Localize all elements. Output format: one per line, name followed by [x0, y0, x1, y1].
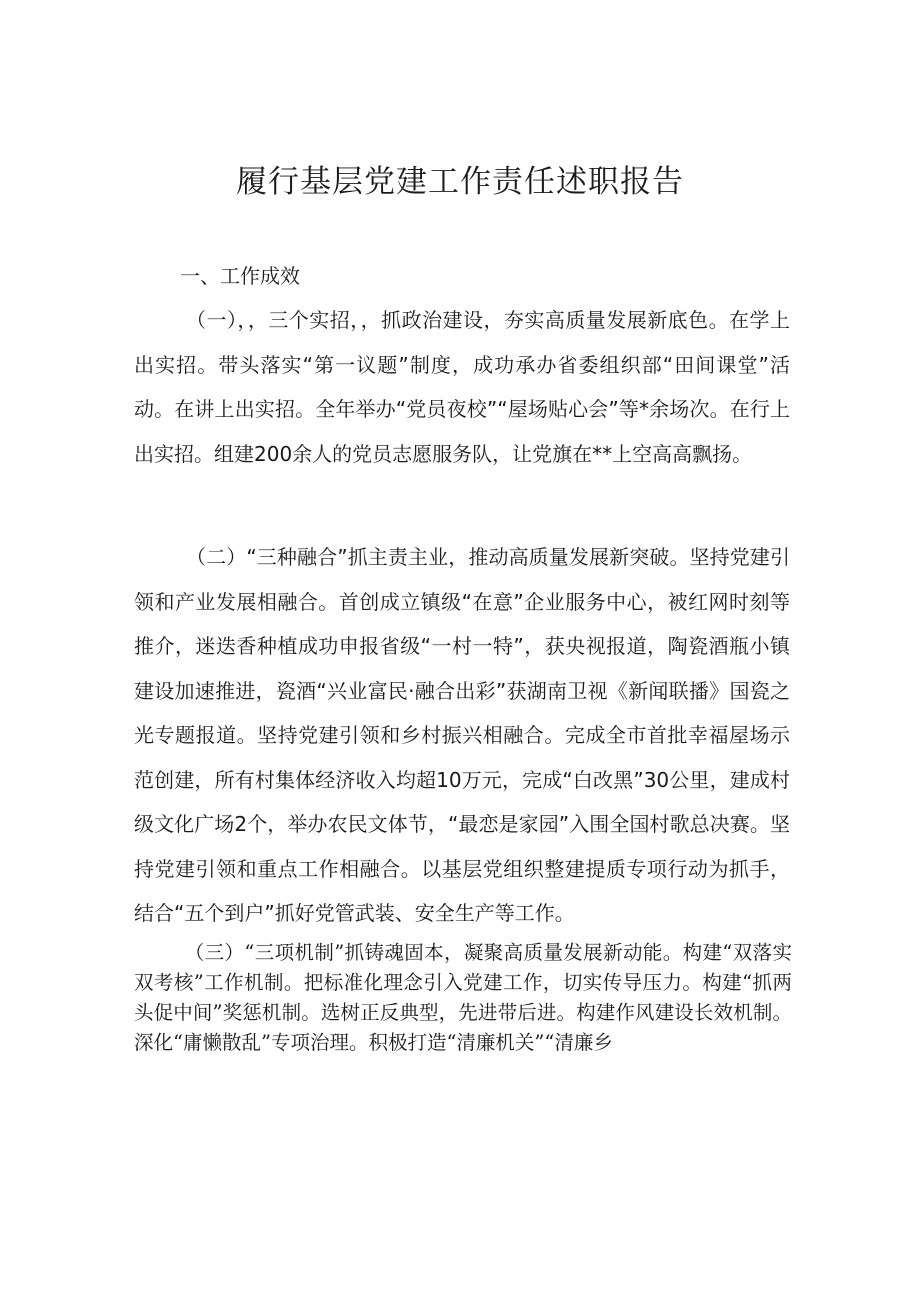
document-title: 履行基层党建工作责任述职报告: [236, 164, 684, 200]
paragraph-2: （二）“三种融合”抓主责主业，推动高质量发展新突破。坚持党建引领和产业发展相融合。首创成立镇级“在意”企业服务中心，被红网时刻等推介，迷迭香种植成功申报省级“一村一特”，获央视报道，陶瓷酒瓶小镇建设加速推进，瓷酒“兴业富民·融合出彩”获湖南卫视《新闻联播》国瓷之光专题报道。坚持党建引领和乡村振兴相融合。完成全市首批幸福屋场示范创建，所有村集体经济收入均超10万元，完成“白改黑”30公里，建成村级文化广场2个，举办农民文体节，“最恋是家园”入围全国村歌总决赛。坚持党建引领和重点工作相融合。以基层党组织整建提质专项行动为抓手，结合“五个到户”抓好党管武装、安全生产等工作。: [134, 545, 790, 925]
paragraph-3: （三）“三项机制”抓铸魂固本，凝聚高质量发展新动能。构建“双落实双考核”工作机制。把标准化理念引入党建工作，切实传导压力。构建“抓两头促中间”奖惩机制。选树正反典型，先进带后进。构建作风建设长效机制。深化“庸懒散乱”专项治理。积极打造“清廉机关”“清廉乡: [134, 941, 792, 1054]
section-heading: 一、工作成效: [180, 264, 300, 288]
paragraph-1: （一），，三个实招，，抓政治建设，夯实高质量发展新底色。在学上出实招。带头落实“第一议题”制度，成功承办省委组织部“田间课堂”活动。在讲上出实招。全年举办“党员夜校”“屋场贴心会”等*余场次。在行上出实招。组建200余人的党员志愿服务队，让党旗在**上空高高飘扬。: [134, 308, 790, 466]
